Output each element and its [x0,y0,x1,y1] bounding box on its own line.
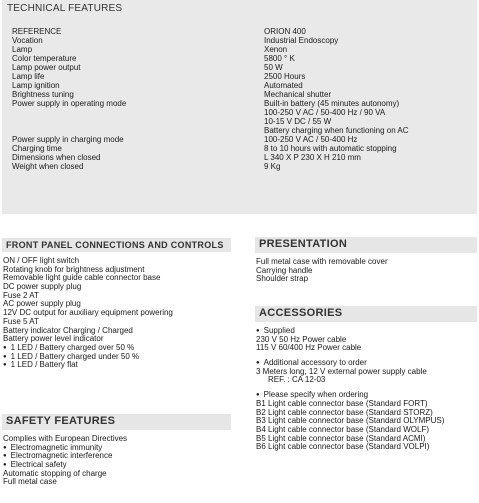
list-item: Complies with European Directives [3,434,128,443]
list-item: Full metal case with removable cover [256,257,388,266]
presentation-header [255,237,477,253]
presentation-list [256,258,478,284]
spec-row: Lamp Xenon [12,45,288,54]
list-item: 230 V 50 Hz Power cable [256,334,347,344]
bullet-item: ● 1 LED / Battery charged over 50 % [3,344,243,353]
list-item: Carrying handle [256,265,313,275]
bullet-item: ● 1 LED / Battery flat [3,361,243,370]
list-item: B3 Light cable connector base (Standard OLYMPUS) [256,416,445,426]
spec-row: Lamp power output 50 W [12,63,283,72]
spec-row: Weight when closed 9 Kg [12,162,281,171]
list-item: ON / OFF light switch [3,256,80,265]
list-item: 12V DC output for auxiliary equipment powering [3,308,173,318]
spec-row: Battery charging when functioning on AC [264,126,409,135]
list-item: B4 Light cable connector base (Standard WOLF) [256,424,429,434]
accessories-title: ACCESSORIES [259,307,343,319]
bullet-item: ● Supplied [256,327,478,336]
list-item: Full metal case [3,477,57,487]
list-item: 3 Meters long, 12 V external power supply cable [256,366,427,376]
accessories-list [256,327,478,452]
list-item: DC power supply plug [3,282,82,292]
front-panel-list [3,257,243,370]
bullet-item: ● Additional accessory to order [256,359,478,368]
safety-features-list [3,435,243,487]
list-item: AC power supply plug [3,299,81,309]
front-panel-header [2,238,231,252]
bullet-item: ● 1 LED / Battery charged under 50 % [3,353,243,362]
spec-row: 10-15 V DC / 55 W [264,117,332,126]
spec-row: Vocation Industrial Endoscopy [12,36,339,45]
bullet-item: ● Please specify when ordering [256,391,478,400]
list-item: Automatic stopping of charge [3,468,107,478]
spec-row: Lamp life 2500 Hours [12,72,306,81]
list-item: Fuse 2 AT [3,290,39,300]
bullet-item: ● Electromagnetic interference [3,452,243,461]
list-item: REF. : CA 12-03 [268,375,326,385]
spec-row: 100-250 V AC / 50-400 Hz / 90 VA [264,108,386,117]
technical-features-title: TECHNICAL FEATURES [7,3,123,14]
technical-features-panel [2,0,477,214]
spec-row: REFERENCE ORION 400 [12,27,306,36]
spec-row: Power supply in operating mode Built-in battery (45 minutes autonomy) [12,99,400,108]
list-item: Shoulder strap [256,274,309,284]
list-item: B2 Light cable connector base (Standard STORZ) [256,407,433,417]
safety-features-header [2,414,231,430]
spec-row: Power supply in charging mode 100-250 V AC / 50-400 Hz [12,135,358,144]
list-item: Rotating knob for brightness adjustment [3,264,145,274]
list-item: B5 Light cable connector base (Standard ACMI) [256,433,426,443]
spec-row: Charging time 8 to 10 hours with automatic stopping [12,144,397,153]
list-item: B1 Light cable connector base (Standard FORT) [256,398,428,408]
technical-features-table [2,27,477,171]
accessories-header [255,306,477,322]
list-item: Removable light guide cable connector base [3,273,161,283]
list-item: Battery power level indicator [3,334,104,344]
list-item: 115 V 60/400 Hz Power cable [256,343,362,353]
spec-row: Dimensions when closed L 340 X P 230 X H 210 mm [12,153,361,162]
front-panel-title: FRONT PANEL CONNECTIONS AND CONTROLS [6,240,224,250]
bullet-item: ● Electromagnetic immunity [3,444,243,453]
list-item: B6 Light cable connector base (Standard VOLPI) [256,442,430,452]
presentation-title: PRESENTATION [259,238,348,250]
spec-row: Lamp ignition Automated [12,81,303,90]
spec-row: Brightness tuning Mechanical shutter [12,90,332,99]
list-item: Fuse 5 AT [3,316,39,326]
safety-features-title: SAFETY FEATURES [6,415,116,427]
spec-row: Color temperature 5800 ° K [12,54,295,63]
list-item: Battery indicator Charging / Charged [3,325,133,335]
bullet-item: ● Electrical safety [3,461,243,470]
